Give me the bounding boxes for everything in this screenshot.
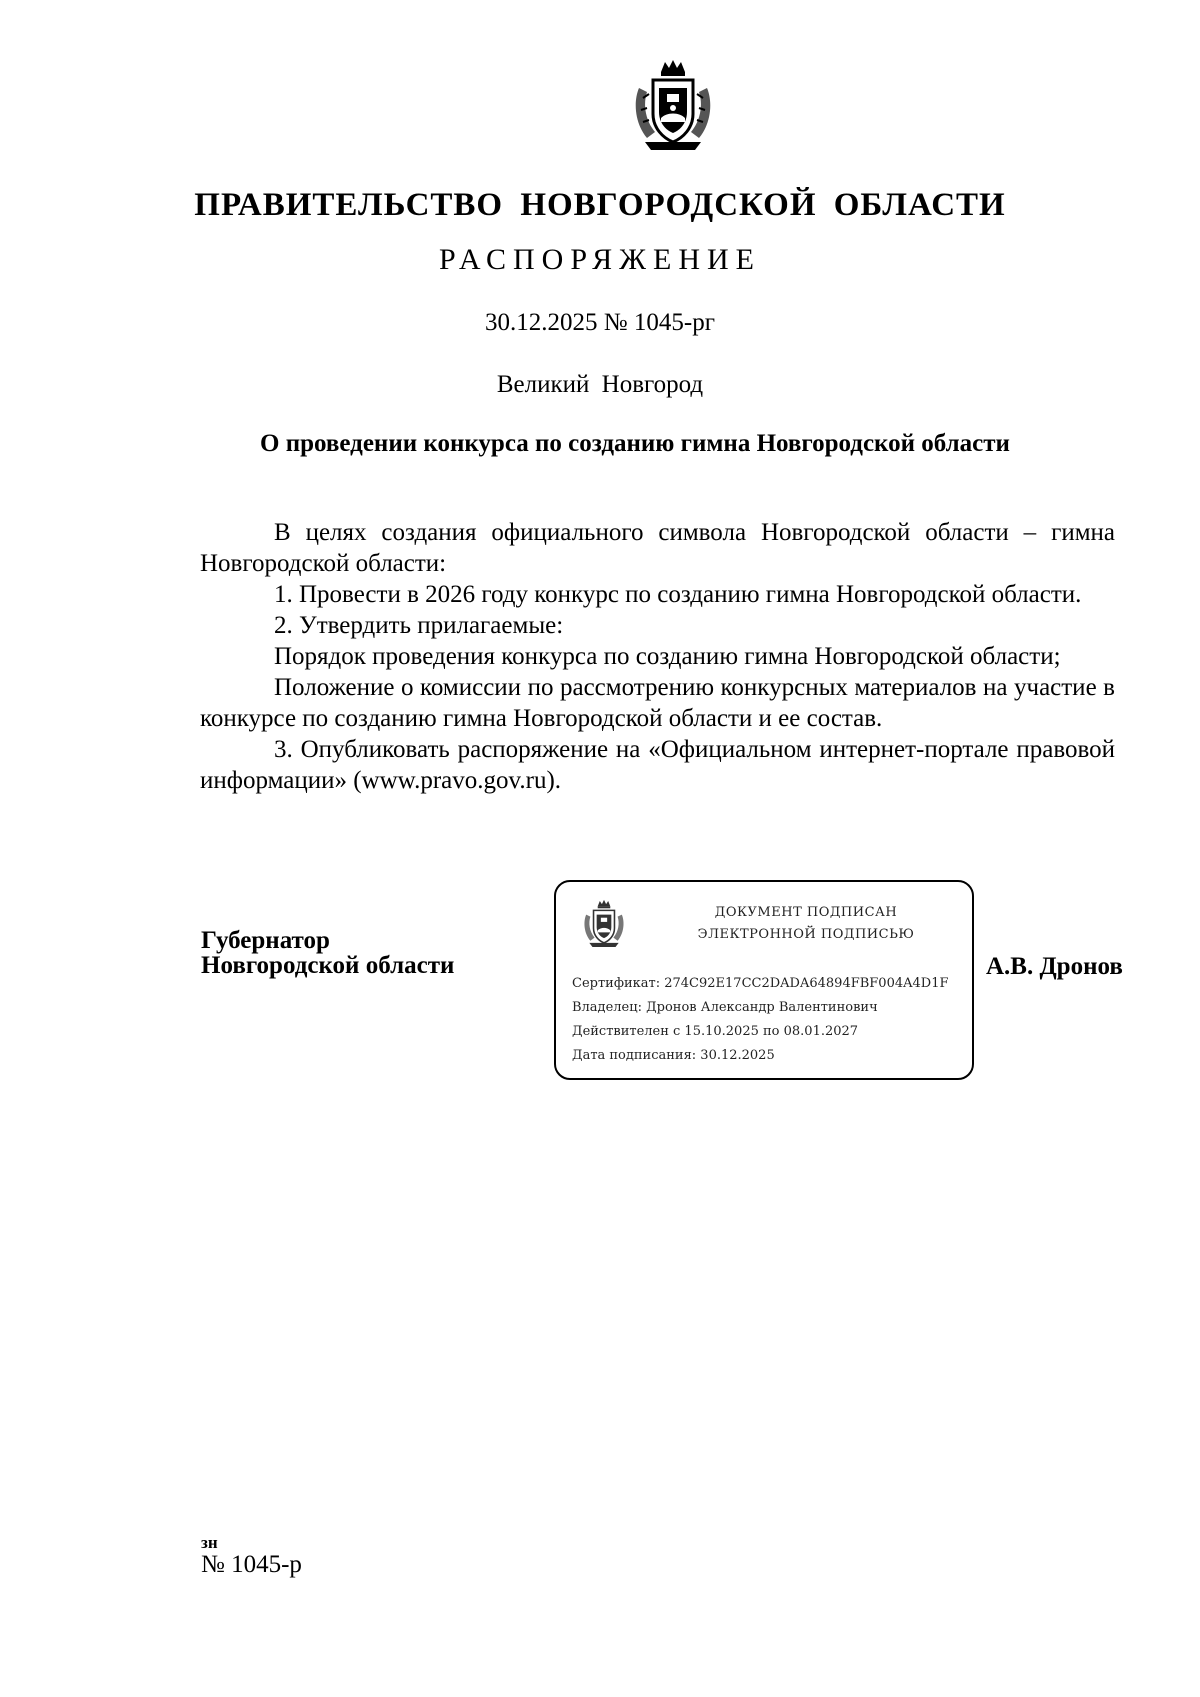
document-subject: О проведении конкурса по созданию гимна Новгородской области: [260, 430, 1010, 457]
stamp-signed-date: Дата подписания: 30.12.2025: [572, 1048, 775, 1063]
electronic-signature-stamp: [554, 880, 974, 1080]
body-paragraph: 2. Утвердить прилагаемые:: [274, 612, 564, 639]
body-paragraph: 3. Опубликовать распоряжение на «Официальном интернет-портале правовой информации» (www.pravo.gov.ru).: [200, 736, 1115, 794]
body-paragraph: Порядок проведения конкурса по созданию гимна Новгородской области;: [274, 643, 1061, 670]
body-paragraph: Положение о комиссии по рассмотрению конкурсных материалов на участие в конкурсе по созданию гимна Новгородской области и ее состав.: [200, 674, 1115, 732]
stamp-title-line: ЭЛЕКТРОННОЙ ПОДПИСЬЮ: [697, 927, 915, 942]
coat-of-arms-icon: [631, 58, 715, 154]
stamp-certificate: Сертификат: 274C92E17CC2DADA64894FBF004A4D1F: [572, 976, 949, 991]
body-paragraph: 1. Провести в 2026 году конкурс по созданию гимна Новгородской области.: [274, 581, 1082, 608]
body-paragraph: В целях создания официального символа Новгородской области – гимна Новгородской области:: [200, 519, 1115, 577]
document-type: РАСПОРЯЖЕНИЕ: [438, 243, 762, 276]
stamp-title: [656, 902, 956, 946]
document-city: Великий Новгород: [496, 371, 704, 398]
coat-of-arms-icon: [582, 898, 626, 950]
stamp-title-line: ДОКУМЕНТ ПОДПИСАН: [714, 905, 898, 920]
footer-code: зн: [201, 1533, 218, 1552]
document-date-number: 30.12.2025 № 1045-рг: [485, 309, 715, 336]
stamp-details: [572, 972, 949, 1068]
signatory-position-line: Новгородской области: [201, 952, 455, 979]
footer-number: № 1045-р: [201, 1551, 302, 1578]
stamp-owner: Владелец: Дронов Александр Валентинович: [572, 1000, 878, 1015]
signatory-position: [201, 928, 454, 978]
organization-title: ПРАВИТЕЛЬСТВО НОВГОРОДСКОЙ ОБЛАСТИ: [194, 187, 1006, 223]
stamp-validity: Действителен с 15.10.2025 по 08.01.2027: [572, 1024, 859, 1039]
document-body: [200, 517, 1115, 796]
signatory-position-line: Губернатор: [201, 927, 330, 954]
signatory-name: А.В. Дронов: [986, 953, 1123, 980]
